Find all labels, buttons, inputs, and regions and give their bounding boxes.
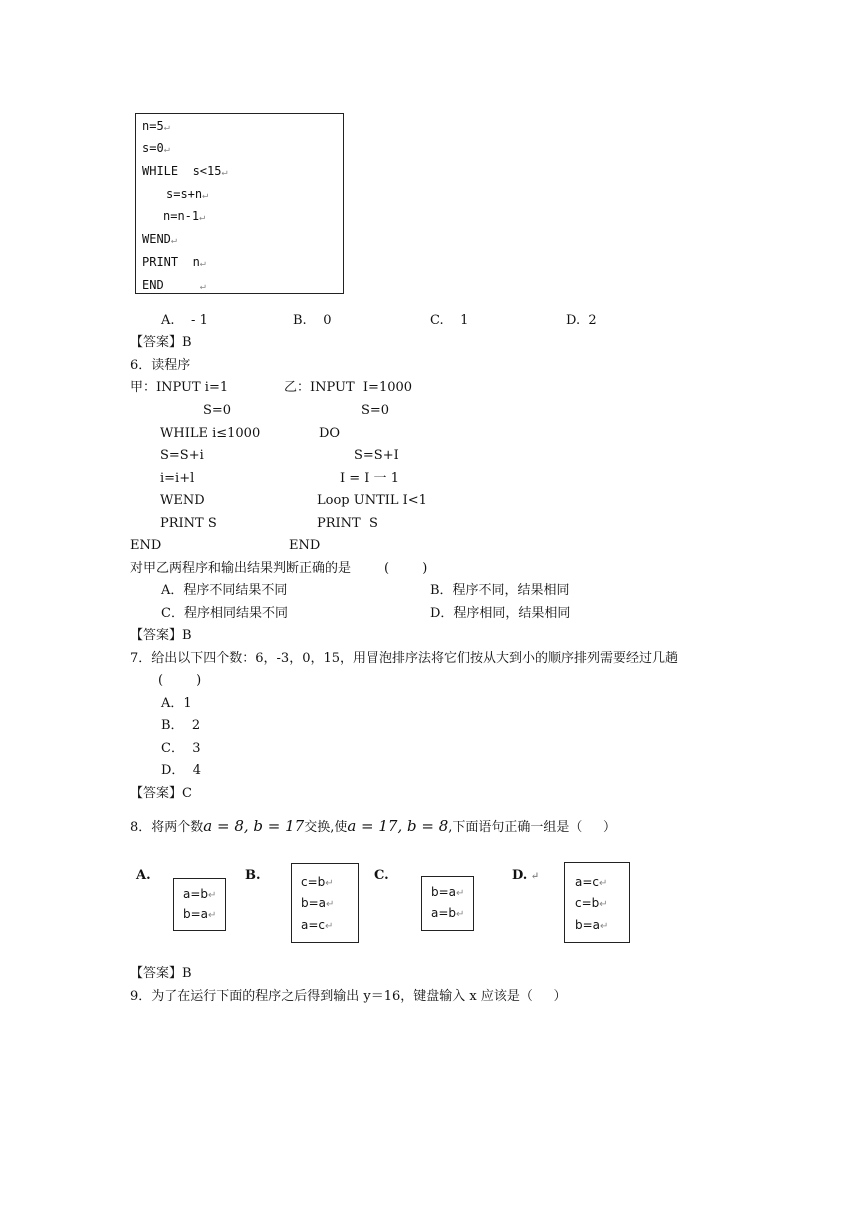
- q8-label-c: C.: [374, 868, 389, 883]
- q5-option-c: C. 1: [430, 313, 469, 328]
- q6-jia-line: S=S+i: [160, 448, 204, 463]
- q6-yi-line: Loop UNTIL I<1: [317, 493, 427, 508]
- q6-yi-line: 乙：INPUT I=1000: [284, 380, 413, 395]
- q6-yi-line: I = I 一 1: [340, 471, 399, 486]
- q5-code-line: n=n-1↵: [163, 209, 206, 223]
- q8-question: [130, 816, 616, 838]
- q8-box-b-line: c=b↵: [301, 875, 334, 889]
- q6-option-b: B．程序不同，结果相同: [430, 583, 570, 598]
- q9-question: 9．为了在运行下面的程序之后得到输出 y＝16，键盘输入 x 应该是（ ）: [130, 989, 567, 1004]
- q6-answer: 【答案】B: [130, 628, 192, 643]
- q6-jia-line: WHILE i≤1000: [160, 426, 261, 441]
- q5-code-line: WHILE s<15↵: [142, 164, 228, 178]
- q8-box-b-line: b=a↵: [301, 896, 335, 910]
- q8-box-d-line: a=c↵: [575, 875, 608, 889]
- q8-box-b-line: a=c↵: [301, 918, 334, 932]
- q8-box-d-line: c=b↵: [575, 896, 608, 910]
- q8-label-d: D. ↵: [512, 868, 540, 883]
- q8-box-c-line: a=b↵: [431, 906, 465, 920]
- q6-jia-line: PRINT S: [160, 516, 217, 531]
- q8-label-b: B.: [245, 868, 261, 883]
- q6-yi-line: DO: [319, 426, 341, 441]
- q7-paren: ( ): [158, 673, 202, 688]
- q5-option-d: D. 2: [566, 313, 597, 328]
- q7-option-a: A．1: [161, 696, 192, 711]
- q5-option-b: B. 0: [293, 313, 332, 328]
- q6-jia-line: S=0: [203, 403, 232, 418]
- q5-option-a: A. - 1: [161, 313, 208, 328]
- q7-option-d: D． 4: [161, 763, 201, 778]
- q8-math-1: a = 8, b = 17: [203, 817, 305, 835]
- q5-code-line: n=5↵: [142, 119, 170, 133]
- q8-mid: 交换,使: [304, 820, 348, 835]
- q8-prefix: 8．将两个数: [130, 820, 204, 835]
- q6-jia-line: i=i+l: [160, 471, 195, 486]
- q5-code-line: WEND↵: [142, 232, 177, 246]
- q7-option-b: B． 2: [161, 718, 201, 733]
- q8-box-d-line: b=a↵: [575, 918, 609, 932]
- q8-answer: 【答案】B: [130, 966, 192, 981]
- q7-question: 7．给出以下四个数：6，-3，0，15，用冒泡排序法将它们按从大到小的顺序排列需要经过几趟: [130, 651, 679, 666]
- q5-answer: 【答案】B: [130, 335, 192, 350]
- q7-option-c: C． 3: [161, 741, 201, 756]
- q6-yi-line: PRINT S: [317, 516, 378, 531]
- q5-code-line: PRINT n↵: [142, 255, 206, 269]
- q8-box-c-line: b=a↵: [431, 885, 465, 899]
- q6-jia-line: WEND: [160, 493, 205, 508]
- q8-math-2: a = 17, b = 8: [347, 817, 449, 835]
- q6-yi-line: END: [289, 538, 321, 553]
- q6-question: 对甲乙两程序和输出结果判断正确的是 ( ): [130, 561, 428, 576]
- q6-option-d: D．程序相同，结果相同: [430, 606, 571, 621]
- q7-answer: 【答案】C: [130, 786, 192, 801]
- q8-box-a: [173, 878, 226, 931]
- q6-yi-line: S=0: [361, 403, 390, 418]
- q6-title: 6．读程序: [130, 358, 191, 373]
- q5-code-line: s=0↵: [142, 141, 170, 155]
- q6-yi-line: S=S+I: [354, 448, 399, 463]
- q5-code-line: s=s+n↵: [166, 187, 209, 201]
- q8-label-a: A.: [136, 868, 151, 883]
- q6-option-c: C．程序相同结果不同: [161, 606, 288, 621]
- q6-jia-line: 甲：INPUT i=1: [130, 380, 229, 395]
- q8-box-a-line: b=a↵: [183, 907, 217, 921]
- q6-jia-line: END: [130, 538, 162, 553]
- q8-box-a-line: a=b↵: [183, 887, 217, 901]
- q8-suffix: ,下面语句正确一组是（ ）: [448, 820, 617, 835]
- q5-code-line: END ↵: [142, 278, 206, 292]
- q6-option-a: A．程序不同结果不同: [161, 583, 288, 598]
